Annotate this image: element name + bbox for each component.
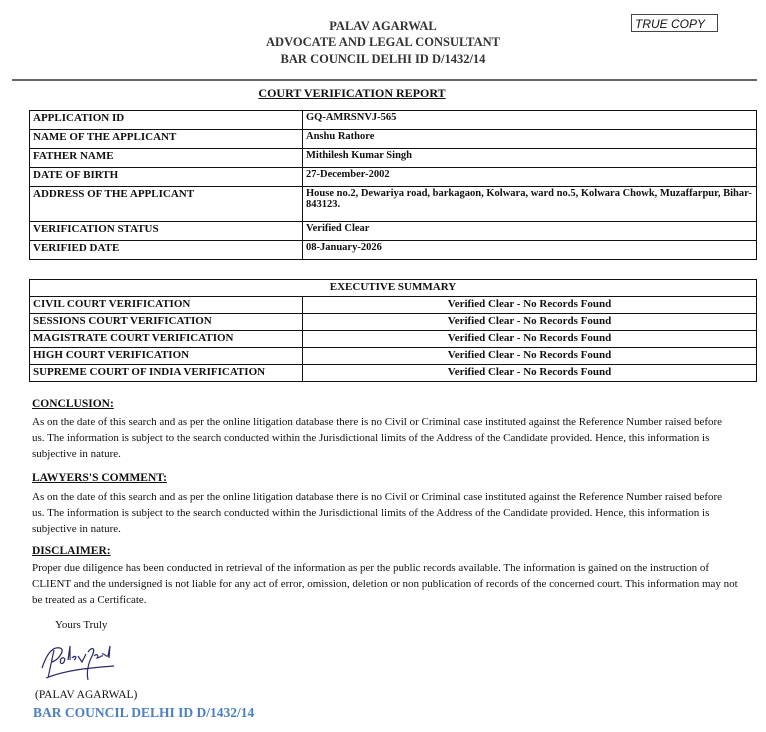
court-result: Verified Clear - No Records Found	[303, 365, 757, 382]
lawyers-comment-text: As on the date of this search and as per the online litigation database there is no Civil or Criminal case instituted against the Reference Number raised before us. The information is subject to the search conducted within the Jurisdictional limits of the Address of the Candidate provided. Hence, this information is subjective in nature.	[32, 491, 723, 535]
table-row	[30, 348, 757, 365]
applicant-details-table	[29, 110, 757, 260]
table-row	[30, 331, 757, 348]
conclusion-heading: CONCLUSION:	[32, 398, 114, 410]
bar-council-id: BAR COUNCIL DELHI ID D/1432/14	[280, 52, 486, 66]
lawyers-comment-heading: LAWYERS'S COMMENT:	[32, 472, 167, 484]
table-row	[30, 130, 757, 149]
table-header	[30, 280, 757, 297]
field-label: ADDRESS OF THE APPLICANT	[30, 187, 303, 222]
disclaimer-heading: DISCLAIMER:	[32, 545, 111, 557]
court-label: SUPREME COURT OF INDIA VERIFICATION	[30, 365, 303, 382]
table-row	[30, 111, 757, 130]
field-label: VERIFICATION STATUS	[30, 222, 303, 241]
field-value: GQ-AMRSNVJ-565	[303, 111, 757, 130]
advocate-name: PALAV AGARWAL	[329, 19, 437, 33]
table-row	[30, 222, 757, 241]
field-value: Mithilesh Kumar Singh	[303, 149, 757, 168]
field-value: Verified Clear	[303, 222, 757, 241]
table-row	[30, 314, 757, 331]
court-result: Verified Clear - No Records Found	[303, 331, 757, 348]
field-value: House no.2, Dewariya road, barkagaon, Kolwara, ward no.5, Kolwara Chowk, Muzaffarpur, Bihar-843123.	[303, 187, 757, 222]
field-label: NAME OF THE APPLICANT	[30, 130, 303, 149]
field-value: Anshu Rathore	[303, 130, 757, 149]
field-label: FATHER NAME	[30, 149, 303, 168]
field-label: DATE OF BIRTH	[30, 168, 303, 187]
closing: Yours Truly	[55, 619, 108, 631]
court-result: Verified Clear - No Records Found	[303, 297, 757, 314]
table-row	[30, 241, 757, 260]
conclusion-text: As on the date of this search and as per the online litigation database there is no Civil or Criminal case instituted against the Reference Number raised before us. The information is subject to the search conducted within the Jurisdictional limits of the Address of the Candidate provided. Hence, this information is subjective in nature.	[32, 416, 723, 460]
table-row	[30, 297, 757, 314]
header-divider	[12, 79, 757, 81]
court-label: MAGISTRATE COURT VERIFICATION	[30, 331, 303, 348]
signatory-name: (PALAV AGARWAL)	[35, 689, 138, 701]
table-row	[30, 187, 757, 222]
signature-image	[38, 638, 118, 686]
report-title: COURT VERIFICATION REPORT	[258, 86, 446, 100]
true-copy-stamp: TRUE COPY	[631, 14, 718, 32]
table-row	[30, 149, 757, 168]
court-label: HIGH COURT VERIFICATION	[30, 348, 303, 365]
court-label: SESSIONS COURT VERIFICATION	[30, 314, 303, 331]
court-label: CIVIL COURT VERIFICATION	[30, 297, 303, 314]
summary-title: EXECUTIVE SUMMARY	[30, 280, 757, 297]
table-row	[30, 168, 757, 187]
advocate-designation: ADVOCATE AND LEGAL CONSULTANT	[266, 35, 500, 49]
table-row	[30, 365, 757, 382]
field-label: APPLICATION ID	[30, 111, 303, 130]
field-value: 27-December-2002	[303, 168, 757, 187]
court-result: Verified Clear - No Records Found	[303, 314, 757, 331]
court-result: Verified Clear - No Records Found	[303, 348, 757, 365]
field-label: VERIFIED DATE	[30, 241, 303, 260]
field-value: 08-January-2026	[303, 241, 757, 260]
executive-summary-table	[29, 279, 757, 382]
disclaimer-text: Proper due diligence has been conducted in retrieval of the information as per the public records available. The information is gained on the instruction of CLIENT and the undersigned is not liable for any act of error, omission, deletion or non publication of records of the concerned court. This information may not be treated as a Certificate.	[32, 562, 738, 606]
signatory-bar-id: BAR COUNCIL DELHI ID D/1432/14	[33, 705, 255, 720]
